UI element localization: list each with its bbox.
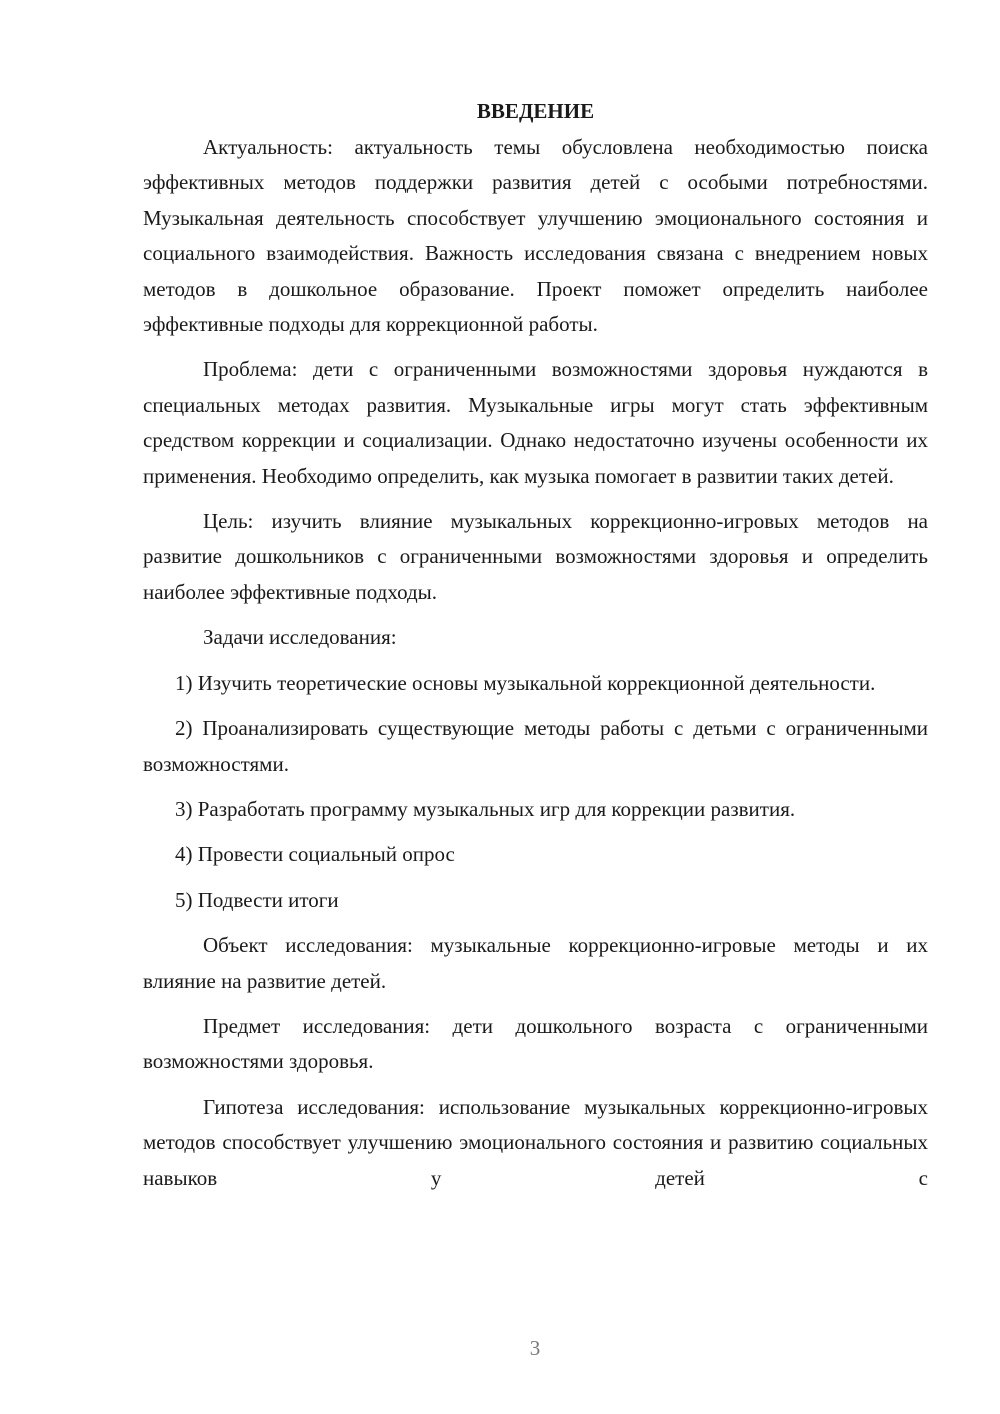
page-number: 3 (529, 1336, 541, 1360)
subject-paragraph: Предмет исследования: дети дошкольного возраста с ограниченными возможностями здоровья. (143, 1013, 928, 1074)
relevance-paragraph: Актуальность: актуальность темы обусловлена необходимостью поиска эффективных методов поддержки развития детей с особыми потребностями. Музыкальная деятельность способствует улучшению эмоционального состояния и социального взаимодействия. Важность исследования связана с внедрением новых методов в дошкольное образование. Проект поможет определить наиболее эффективные подходы для коррекционной работы. (143, 135, 928, 337)
task-item-5: 5) Подвести итоги (175, 887, 339, 912)
object-paragraph: Объект исследования: музыкальные коррекционно-игровые методы и их влияние на развитие детей. (143, 933, 928, 993)
tasks-title: Задачи исследования: (203, 625, 397, 650)
hypothesis-paragraph: Гипотеза исследования: использование музыкальных коррекционно-игровых методов способствует улучшению эмоционального состояния и развитию социальных навыков у детей с (143, 1094, 928, 1190)
task-item-3: 3) Разработать программу музыкальных игр для коррекции развития. (175, 796, 796, 821)
task-item-1: 1) Изучить теоретические основы музыкальной коррекционной деятельности. (175, 670, 876, 695)
goal-paragraph: Цель: изучить влияние музыкальных коррекционно-игровых методов на развитие дошкольников с ограниченными возможностями здоровья и определить наиболее эффективные подходы. (143, 509, 928, 604)
problem-paragraph: Проблема: дети с ограниченными возможностями здоровья нуждаются в специальных методах развития. Музыкальные игры могут стать эффективным средством коррекции и социализации. Однако недостаточно изучены особенности их применения. Необходимо определить, как музыка помогает в развитии таких детей. (143, 357, 928, 488)
task-item-4: 4) Провести социальный опрос (175, 842, 455, 867)
task-item-2: 2) Проанализировать существующие методы работы с детьми с ограниченными возможностями. (143, 716, 928, 776)
page-content (143, 96, 928, 1196)
page-title: ВВЕДЕНИЕ (476, 99, 595, 123)
